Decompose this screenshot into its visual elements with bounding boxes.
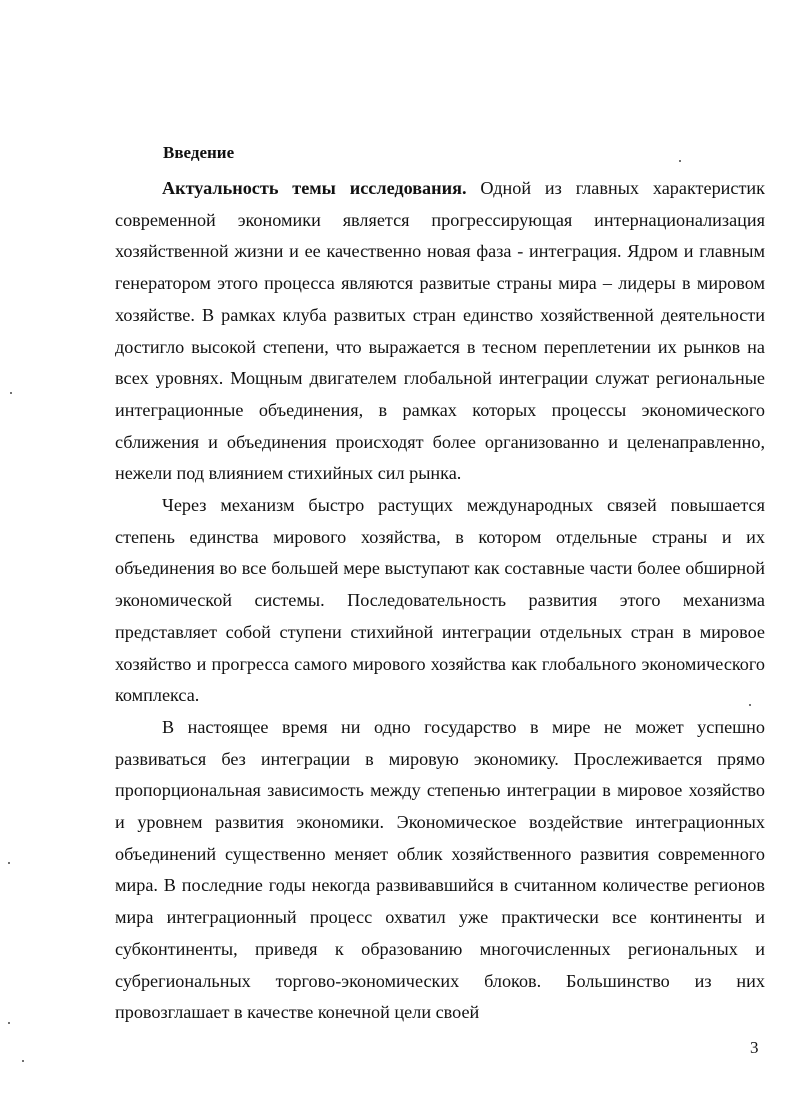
paragraph-text: Одной из главных характеристик современной экономики является прогрессирующая интернационализация хозяйственной жизни и ее качественно новая фаза - интеграция. Ядром и главным генератором этого процесса являются развитые страны мира – лидеры в мировом хозяйстве. В рамках клуба развитых стран единство хозяйственной деятельности достигло высокой степени, что выражается в тесном переплетении их рынков на всех уровнях. Мощным двигателем глобальной интеграции служат региональные интеграционные объединения, в рамках которых процессы экономического сближения и объединения происходят более организованно и целенаправленно, нежели под влиянием стихийных сил рынка. [115, 178, 765, 484]
paragraph-lead: Актуальность темы исследования. [162, 178, 467, 198]
scan-speck [749, 704, 751, 706]
scan-speck [8, 862, 10, 864]
paragraph-1 [115, 173, 765, 490]
body-text [115, 173, 765, 1029]
paragraph-2 [115, 490, 765, 712]
section-heading: Введение [163, 143, 235, 162]
scan-speck [10, 392, 12, 394]
paragraph-text: Через механизм быстро растущих международных связей повышается степень единства мирового хозяйства, в котором отдельные страны и их объединения во все большей мере выступают как составные части более обширной экономической системы. Последовательность развития этого механизма представляет собой ступени стихийной интеграции отдельных стран в мировое хозяйство и прогресса самого мирового хозяйства как глобального экономического комплекса. [115, 495, 765, 706]
paragraph-3 [115, 712, 765, 1029]
page-number: 3 [750, 1038, 759, 1057]
scan-speck [22, 1060, 24, 1062]
paragraph-text: В настоящее время ни одно государство в мире не может успешно развиваться без интеграции в мировую экономику. Прослеживается прямо пропорциональная зависимость между степенью интеграции в мировое хозяйство и уровнем развития экономики. Экономическое воздействие интеграционных объединений существенно меняет облик хозяйственного развития современного мира. В последние годы некогда развивавшийся в считанном количестве регионов мира интеграционный процесс охватил уже практически все континенты и субконтиненты, приведя к образованию многочисленных региональных и субрегиональных торгово-экономических блоков. Большинство из них провозглашает в качестве конечной цели своей [115, 716, 765, 1023]
scan-speck [8, 1022, 10, 1024]
scan-speck [679, 160, 681, 162]
